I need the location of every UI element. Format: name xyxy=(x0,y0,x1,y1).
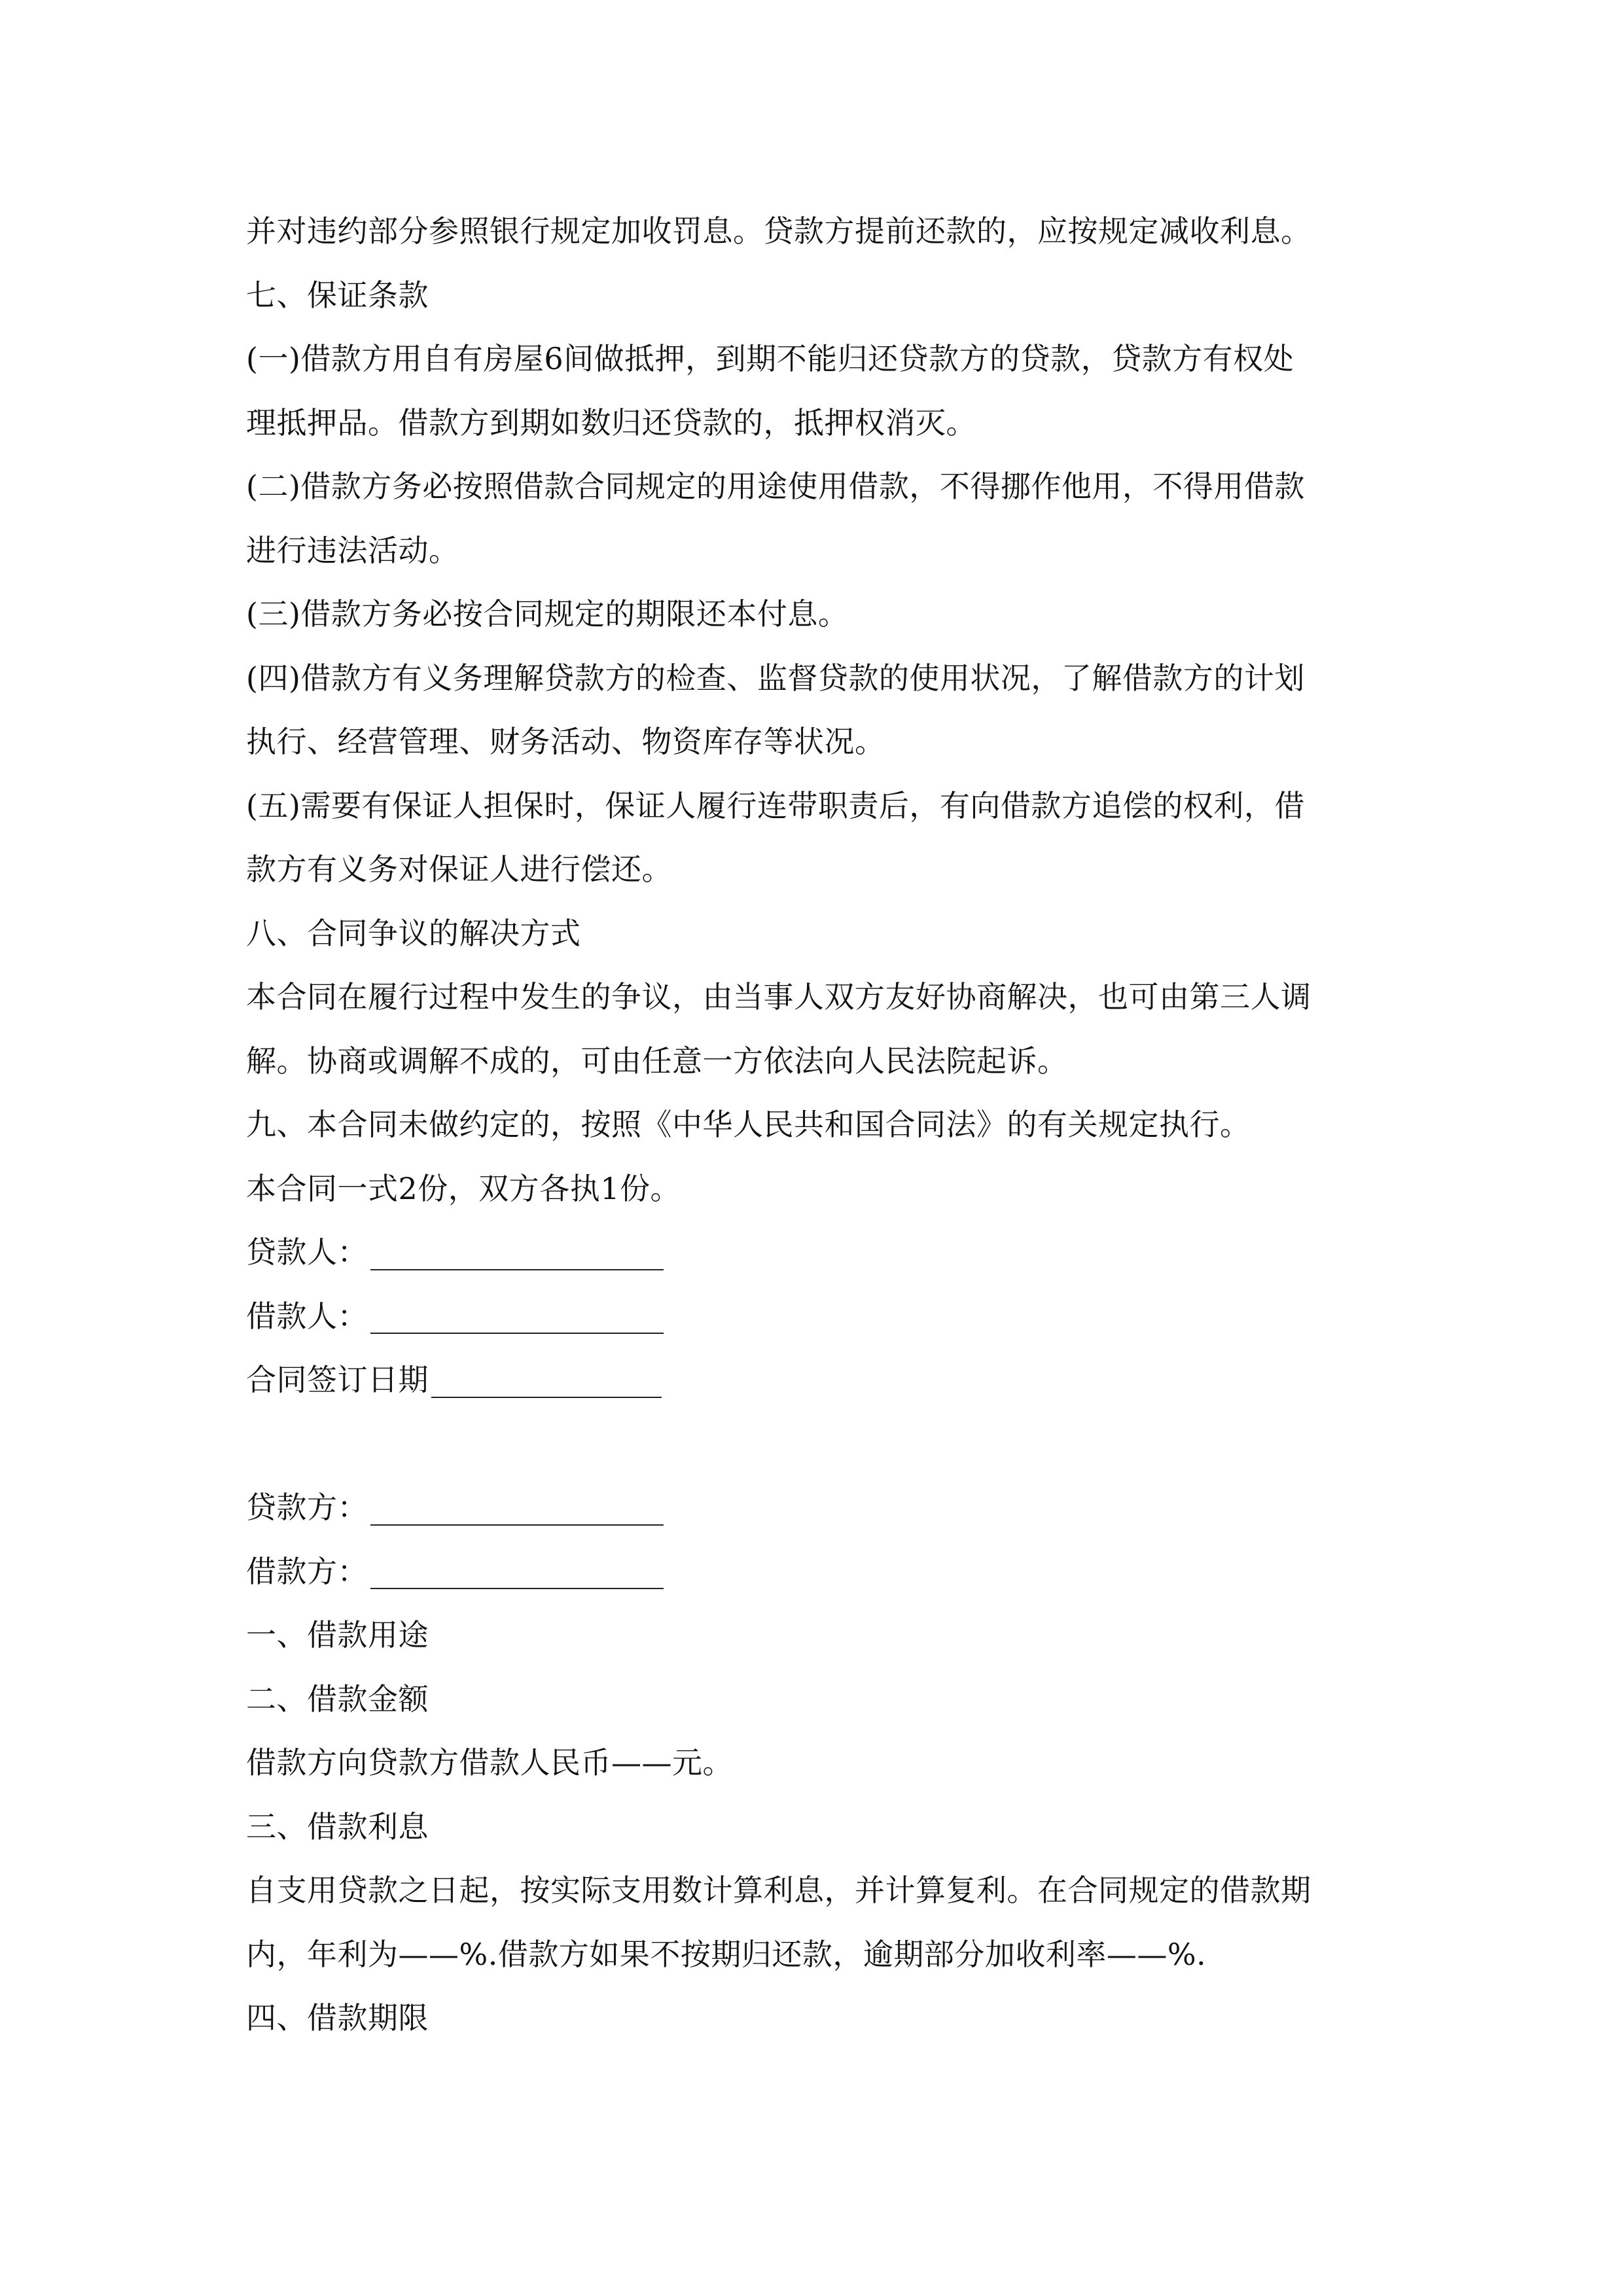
borrower-party-blank[interactable] xyxy=(370,1554,664,1589)
text-line: 款方有义务对保证人进行偿还。 xyxy=(246,852,672,887)
sign-date-row xyxy=(246,1348,1398,1412)
lender-person-signature xyxy=(246,1221,1398,1285)
lender-person-label: 贷款人： xyxy=(246,1234,368,1270)
section-heading: 三、借款利息 xyxy=(246,1808,429,1844)
text-line: 本合同在履行过程中发生的争议，由当事人双方友好协商解决，也可由第三人调 xyxy=(246,979,1311,1014)
document-body xyxy=(246,200,1398,2051)
spacer xyxy=(246,1412,1398,1477)
lender-person-blank[interactable] xyxy=(370,1235,664,1270)
text-line: 理抵押品。借款方到期如数归还贷款的，抵押权消灭。 xyxy=(246,404,976,440)
text-line: (一)借款方用自有房屋6间做抵押，到期不能归还贷款方的贷款，贷款方有权处 xyxy=(246,341,1294,376)
text-line: (三)借款方务必按合同规定的期限还本付息。 xyxy=(246,596,849,632)
text-line: 执行、经营管理、财务活动、物资库存等状况。 xyxy=(246,724,885,759)
lender-party-blank[interactable] xyxy=(370,1490,664,1526)
text-line: (四)借款方有义务理解贷款方的检查、监督贷款的使用状况，了解借款方的计划 xyxy=(246,660,1305,696)
borrower-party-signature xyxy=(246,1540,1398,1604)
section-heading: 七、保证条款 xyxy=(246,277,429,313)
text-line: 内，年利为——%.借款方如果不按期归还款，逾期部分加收利率——%. xyxy=(246,1936,1207,1972)
lender-party-label: 贷款方： xyxy=(246,1490,368,1525)
sign-date-blank[interactable] xyxy=(431,1363,662,1398)
text-line: 借款方向贷款方借款人民币——元。 xyxy=(246,1745,733,1780)
text-line: 解。协商或调解不成的，可由任意一方依法向人民法院起诉。 xyxy=(246,1043,1068,1079)
section-heading: 二、借款金额 xyxy=(246,1681,429,1717)
text-line: 进行违法活动。 xyxy=(246,532,459,568)
sign-date-label: 合同签订日期 xyxy=(246,1362,429,1397)
borrower-person-blank[interactable] xyxy=(370,1299,664,1334)
lender-party-signature xyxy=(246,1476,1398,1540)
section-heading: 四、借款期限 xyxy=(246,2000,429,2036)
borrower-party-label: 借款方： xyxy=(246,1553,368,1589)
borrower-person-label: 借款人： xyxy=(246,1298,368,1334)
section-heading: 八、合同争议的解决方式 xyxy=(246,915,581,951)
borrower-person-signature xyxy=(246,1285,1398,1349)
text-line: 并对违约部分参照银行规定加收罚息。贷款方提前还款的，应按规定减收利息。 xyxy=(246,213,1311,249)
text-line: 自支用贷款之日起，按实际支用数计算利息，并计算复利。在合同规定的借款期 xyxy=(246,1873,1311,1908)
text-line: (五)需要有保证人担保时，保证人履行连带职责后，有向借款方追偿的权利，借 xyxy=(246,787,1305,823)
text-line: 本合同一式2份，双方各执1份。 xyxy=(246,1170,681,1206)
section-heading: 一、借款用途 xyxy=(246,1617,429,1653)
text-line: 九、本合同未做约定的，按照《中华人民共和国合同法》的有关规定执行。 xyxy=(246,1107,1251,1142)
text-line: (二)借款方务必按照借款合同规定的用途使用借款，不得挪作他用，不得用借款 xyxy=(246,469,1305,504)
